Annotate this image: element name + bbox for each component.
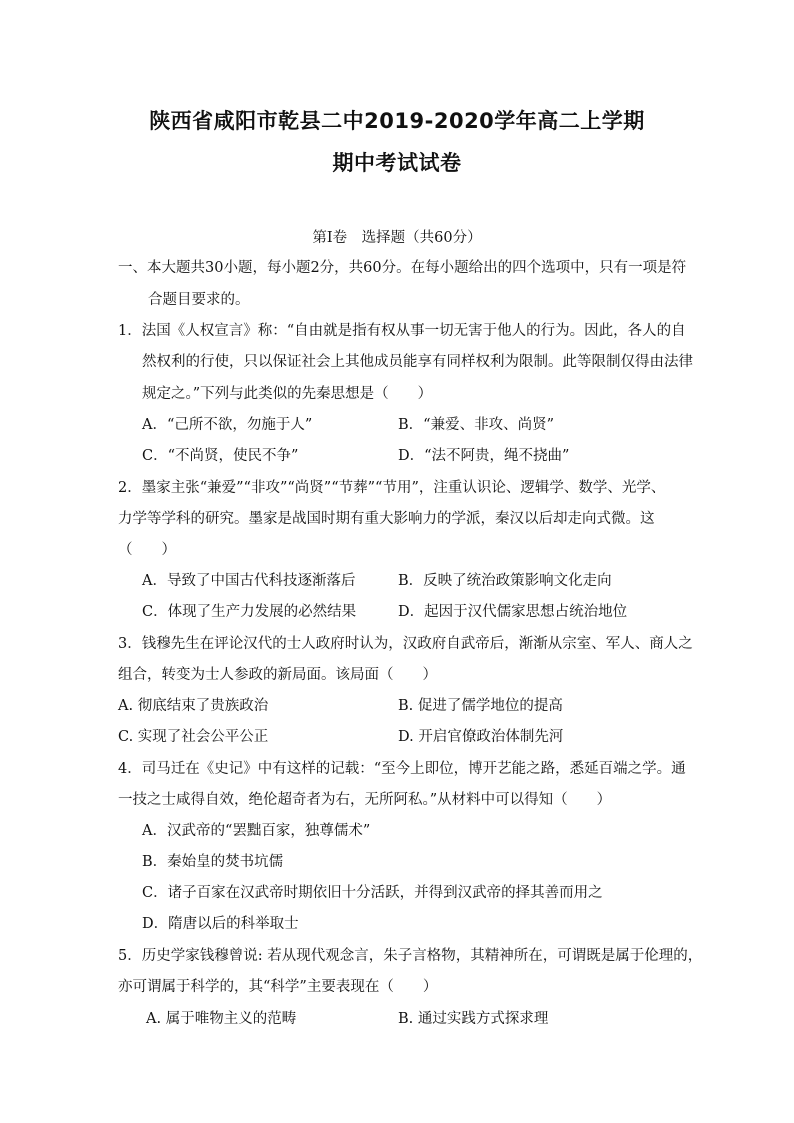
question-4-option-c: C．诸子百家在汉武帝时期依旧十分活跃，并得到汉武帝的择其善而用之	[142, 885, 603, 901]
question-4-option-d: D．隋唐以后的科举取士	[142, 916, 299, 932]
question-2-option-b: B．反映了统治政策影响文化走向	[398, 573, 612, 589]
question-1-stem-line-2: 然权利的行使，只以保证社会上其他成员能享有同样权利为限制。此等限制仅得由法律	[142, 354, 693, 370]
question-2-option-a: A．导致了中国古代科技逐渐落后	[142, 573, 356, 589]
question-5-stem-line-1: 5．历史学家钱穆曾说: 若从现代观念言，朱子言格物，其精神所在，可谓既是属于伦理的，	[118, 948, 703, 964]
question-3-stem-line-1: 3．钱穆先生在评论汉代的士人政府时认为，汉政府自武帝后，渐渐从宗室、军人、商人之	[118, 636, 693, 652]
question-4-option-b: B．秦始皇的焚书坑儒	[142, 854, 284, 870]
question-4-stem-line-1: 4．司马迁在《史记》中有这样的记载：“至今上即位，博开艺能之路，悉延百端之学。通	[118, 761, 686, 777]
question-3-option-c: C. 实现了社会公平公正	[118, 729, 269, 745]
question-5-stem-line-2: 亦可谓属于科学的，其“科学”主要表现在（ ）	[118, 979, 438, 995]
question-3-option-a: A. 彻底结束了贵族政治	[118, 698, 269, 714]
document-title-line-1: 陕西省咸阳市乾县二中2019-2020学年高二上学期	[149, 109, 645, 133]
question-2-stem-line-1: 2．墨家主张“兼爱”“非攻”“尚贤”“节葬”“节用”，注重认识论、逻辑学、数学、光学、	[118, 480, 666, 496]
instructions-line-1: 一、本大题共30小题，每小题2分，共60分。在每小题给出的四个选项中，只有一项是符	[118, 260, 687, 276]
document-title-line-2: 期中考试试卷	[332, 151, 462, 175]
question-5-option-a: A. 属于唯物主义的范畴	[146, 1011, 297, 1027]
question-2-option-d: D．起因于汉代儒家思想占统治地位	[398, 604, 628, 620]
question-1-stem-line-1: 1．法国《人权宣言》称：“自由就是指有权从事一切无害于他人的行为。因此，各人的自	[118, 323, 686, 339]
question-4-option-a: A．汉武帝的“罢黜百家，独尊儒术”	[142, 823, 371, 839]
question-2-stem-line-3: （ ）	[118, 542, 176, 558]
instructions-line-2: 合题目要求的。	[148, 292, 250, 308]
question-5-option-b: B. 通过实践方式探求理	[398, 1011, 549, 1027]
question-3-option-d: D. 开启官僚政治体制先河	[398, 729, 564, 745]
question-1-stem-line-3: 规定之。”下列与此类似的先秦思想是（ ）	[142, 386, 433, 402]
question-1-option-d: D．“法不阿贵，绳不挠曲”	[398, 448, 570, 464]
question-1-option-a: A．“己所不欲，勿施于人”	[142, 417, 313, 433]
question-3-option-b: B. 促进了儒学地位的提高	[398, 698, 563, 714]
question-1-option-b: B．“兼爱、非攻、尚贤”	[398, 417, 554, 433]
question-2-stem-line-2: 力学等学科的研究。墨家是战国时期有重大影响力的学派，秦汉以后却走向式微。这	[118, 511, 655, 527]
question-1-option-c: C．“不尚贤，使民不争”	[142, 448, 299, 464]
question-4-stem-line-2: 一技之士咸得自效，绝伦超奇者为右，无所阿私。”从材料中可以得知（ ）	[118, 792, 612, 808]
section-heading: 第Ⅰ卷 选择题（共60分）	[312, 230, 482, 246]
question-2-option-c: C．体现了生产力发展的必然结果	[142, 604, 357, 620]
question-3-stem-line-2: 组合，转变为士人参政的新局面。该局面（ ）	[118, 667, 437, 683]
